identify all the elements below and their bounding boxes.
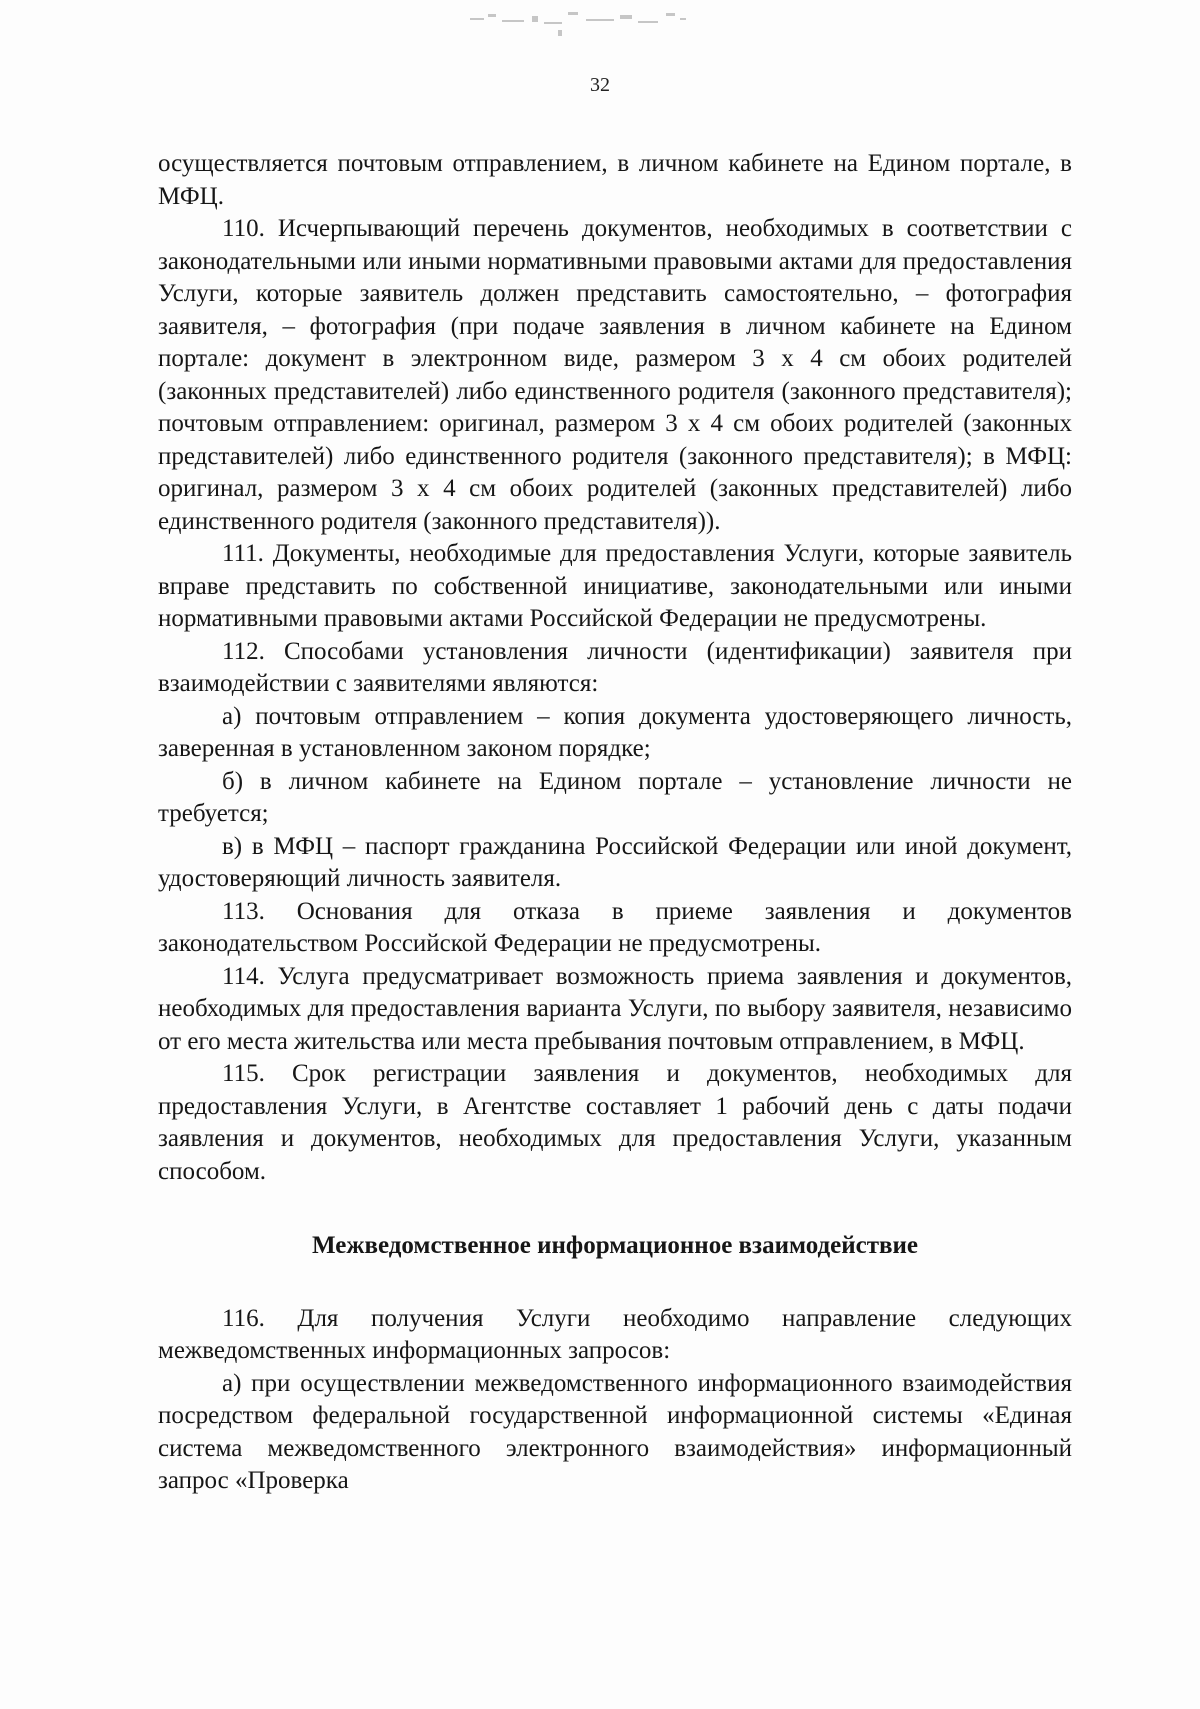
paragraph-116: 116. Для получения Услуги необходимо направление следующих межведомственных информационных запросов:	[158, 1304, 1072, 1364]
paragraph-114: 114. Услуга предусматривает возможность приема заявления и документов, необходимых для предоставления варианта Услуги, по выбору заявителя, независимо от его места жительства или места пребывания почтовым отправлением, в МФЦ.	[158, 962, 1072, 1055]
paragraph-113: 113. Основания для отказа в приеме заявления и документов законодательством Российской Федерации не предусмотрены.	[158, 897, 1072, 957]
paragraph-112-a: а) почтовым отправлением – копия документа удостоверяющего личность, заверенная в установленном законом порядке;	[158, 702, 1072, 762]
paragraph-112-b: б) в личном кабинете на Едином портале – установление личности не требуется;	[158, 767, 1072, 827]
document-body	[158, 148, 1072, 1498]
paragraph-110: 110. Исчерпывающий перечень документов, необходимых в соответствии с законодательными или иными нормативными правовыми актами для предоставления Услуги, которые заявитель должен представить самостоятельно, – фотография заявителя, – фотография (при подаче заявления в личном кабинете на Едином портале: документ в электронном виде, размером 3 х 4 см обоих родителей (законных представителей) либо единственного родителя (законного представителя); почтовым отправлением: оригинал, размером 3 х 4 см обоих родителей (законных представителей) либо единственного родителя (законного представителя); в МФЦ: оригинал, размером 3 х 4 см обоих родителей (законных представителей) либо единственного родителя (законного представителя)).	[158, 215, 1072, 535]
paragraph-112-c: в) в МФЦ – паспорт гражданина Российской Федерации или иной документ, удостоверяющий личность заявителя.	[158, 832, 1072, 892]
page-number: 32	[590, 74, 610, 96]
paragraph-111: 111. Документы, необходимые для предоставления Услуги, которые заявитель вправе представить по собственной инициативе, законодательными или иными нормативными правовыми актами Российской Федерации не предусмотрены.	[158, 540, 1072, 632]
paragraph-continuation: осуществляется почтовым отправлением, в личном кабинете на Едином портале, в МФЦ.	[158, 150, 1072, 210]
paragraph-112: 112. Способами установления личности (идентификации) заявителя при взаимодействии с заявителями являются:	[158, 637, 1072, 697]
paragraph-116-a: а) при осуществлении межведомственного информационного взаимодействия посредством федеральной государственной информационной системы «Единая система межведомственного электронного взаимодействия» информационный запрос «Проверка	[158, 1369, 1072, 1494]
scan-artifact	[440, 4, 770, 42]
paragraph-115: 115. Срок регистрации заявления и документов, необходимых для предоставления Услуги, в Агентстве составляет 1 рабочий день с даты подачи заявления и документов, необходимых для предоставления Услуги, указанным способом.	[158, 1060, 1072, 1185]
section-heading: Межведомственное информационное взаимодействие	[312, 1232, 918, 1259]
